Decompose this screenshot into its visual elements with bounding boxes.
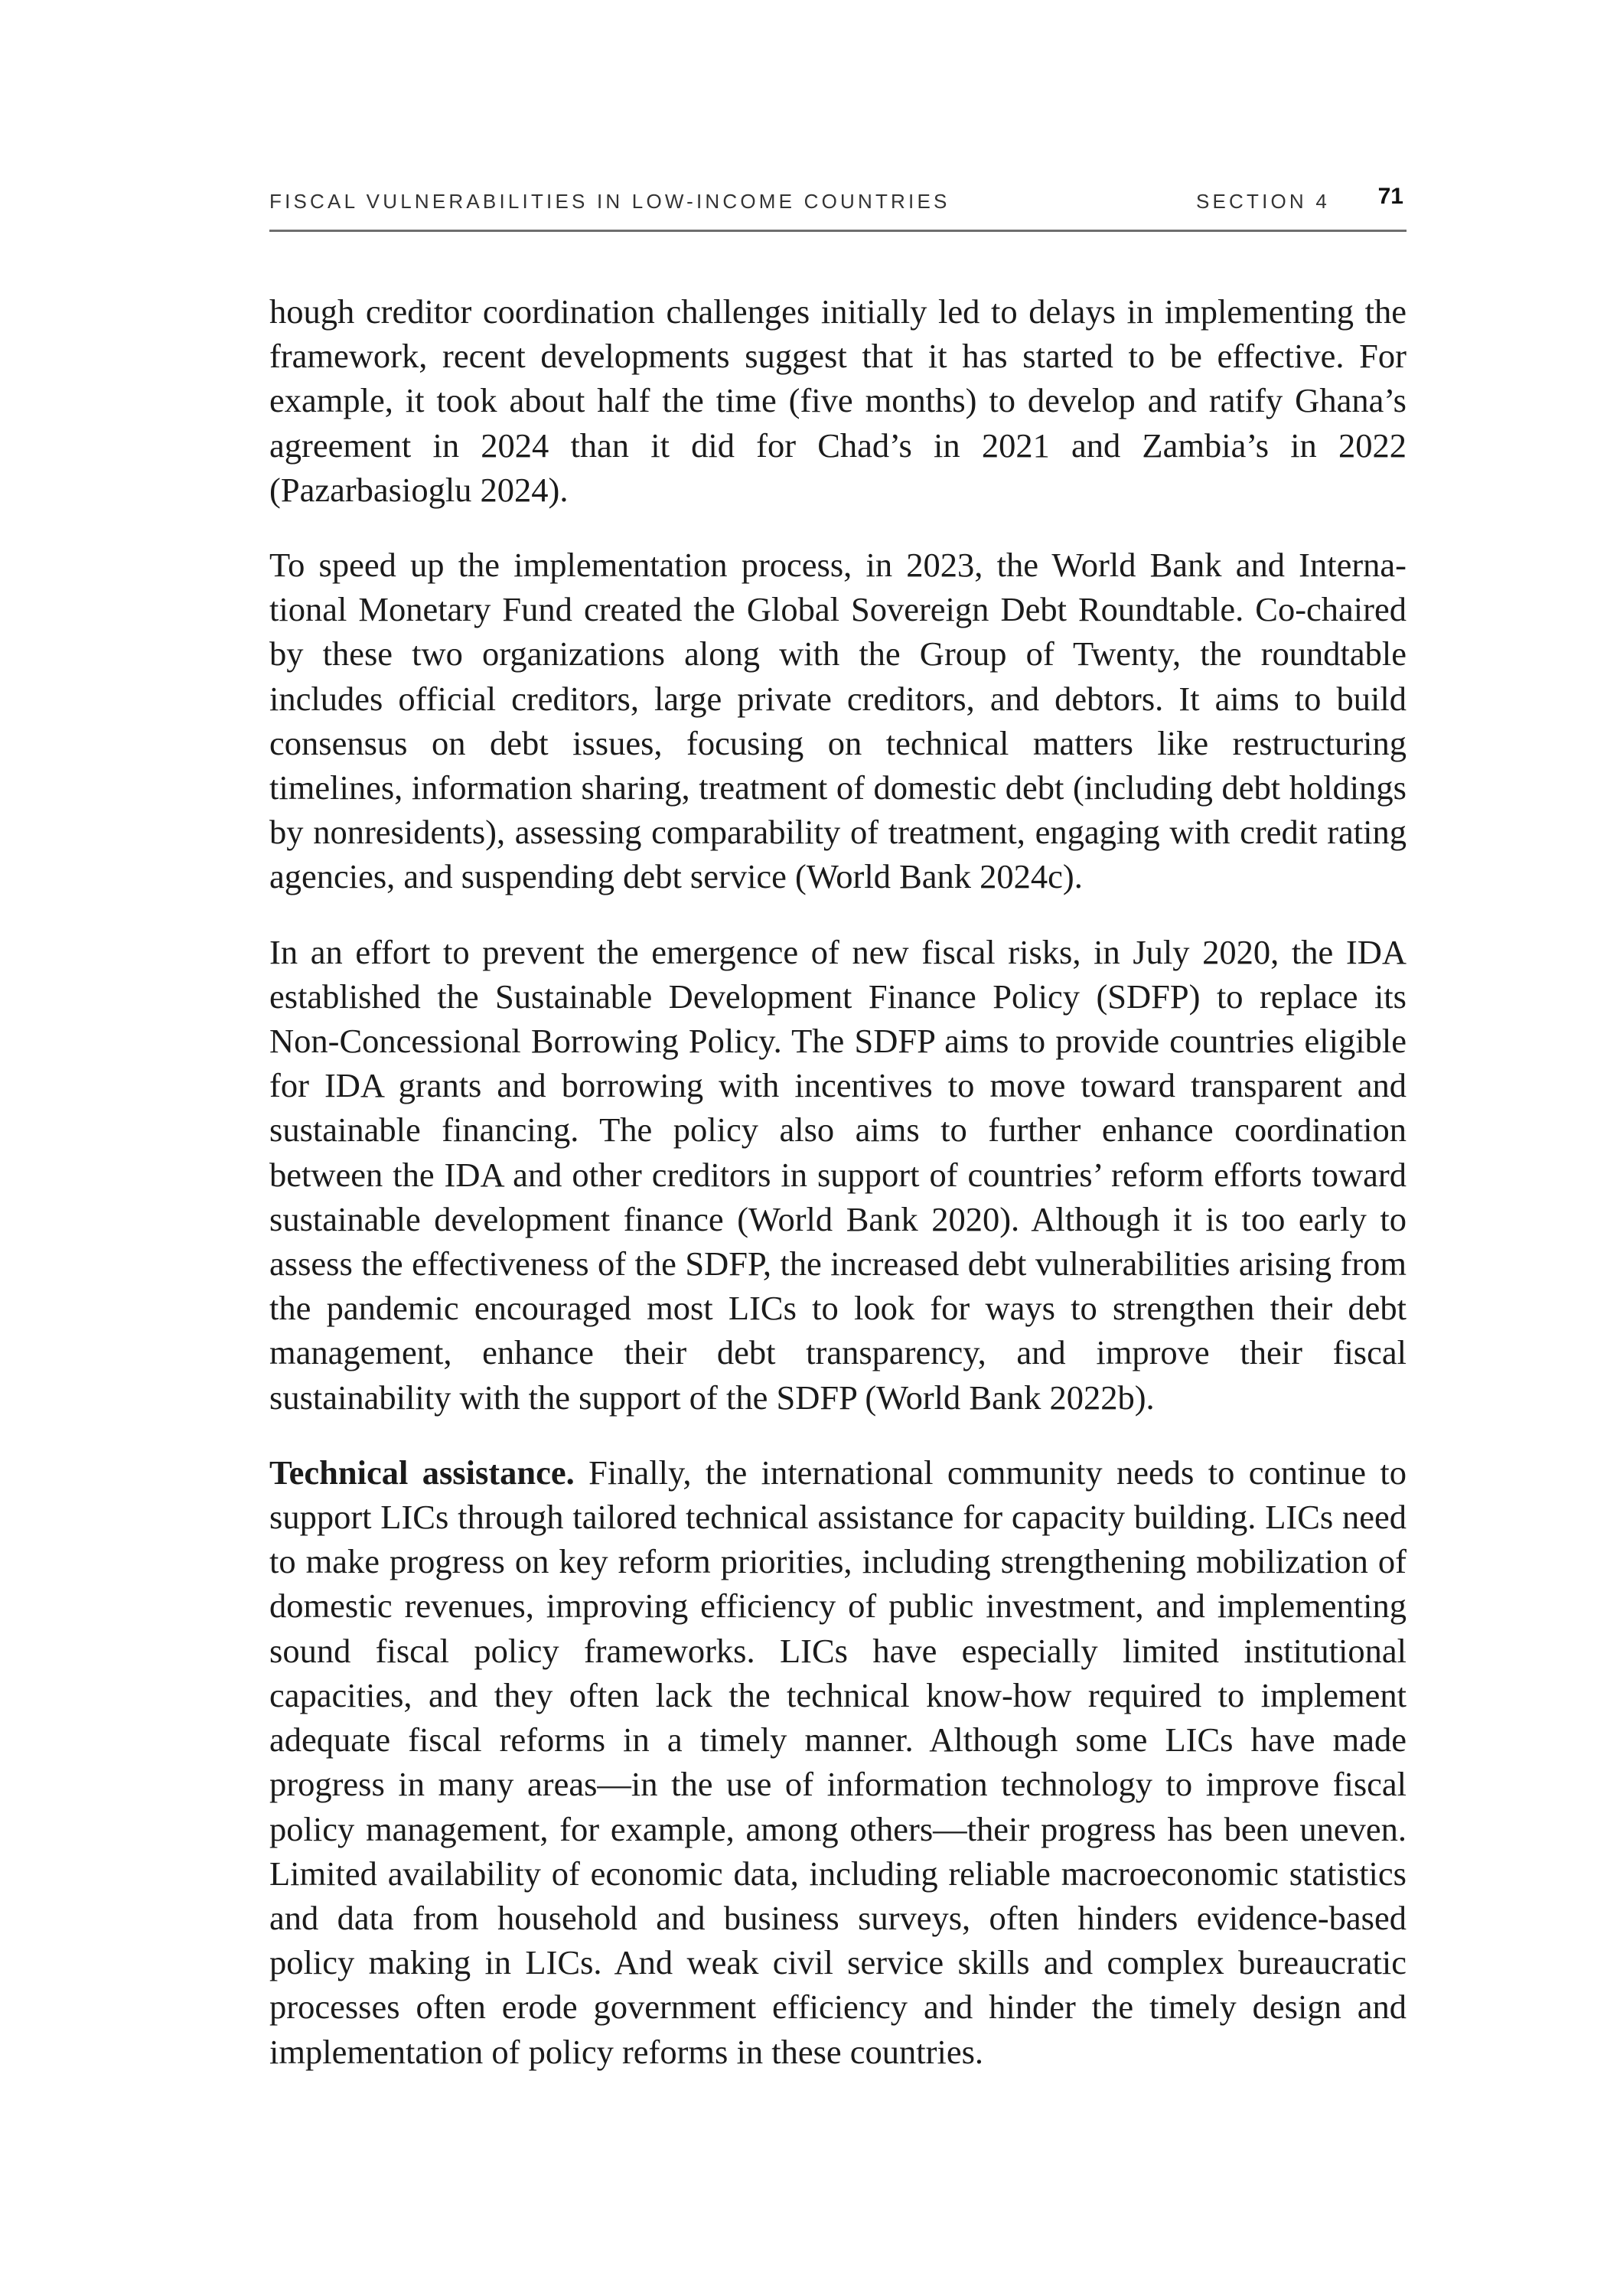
run-in-heading: Technical assistance. <box>269 1453 575 1492</box>
body-text <box>269 289 1407 2105</box>
paragraph: In an effort to prevent the emergence of new fiscal risks, in July 2020, the IDA established the Sustainable Development Finance Policy (SDFP) to replace its Non-Concessional Borrowing Policy. The SDFP aims to provide countries eligible for IDA grants and borrowing with incentives to move toward transparent and sustainable financing. The policy also aims to further enhance coordination between the IDA and other creditors in support of countries’ reform efforts toward sustainable development finance (World Bank 2020). Although it is too early to assess the effectiveness of the SDFP, the increased debt vulnerabilities arising from the pandemic encouraged most LICs to look for ways to strengthen their debt management, enhance their debt transparency, and improve their fiscal sustainability with the support of the SDFP (World Bank 2022b). <box>269 932 1407 1417</box>
paragraph: hough creditor coordination challenges initially led to delays in implementing the framework, recent developments suggest that it has started to be effective. For example, it took about half the time (five months) to develop and ratify Ghana’s agreement in 2024 than it did for Chad’s in 2021 and Zambia’s in 2022 (Pazarbasioglu 2024). <box>269 292 1407 509</box>
paragraph <box>269 1450 1407 2074</box>
running-header <box>269 182 1407 232</box>
page-number: 71 <box>1377 184 1403 209</box>
paragraph-text: Finally, the international community needs to continue to support LICs through tailored technical assistance for capacity building. LICs need to make progress on key reform priorities, including strengthening mobilization of domestic revenues, improving efficiency of public investment, and implementing sound fiscal policy frameworks. LICs have especially limited institutional capacities, and they often lack the technical know-how required to implement adequate fiscal reforms in a timely manner. Although some LICs have made progress in many areas—in the use of information technology to improve fiscal policy management, for example, among others—their progress has been uneven. Limited availability of economic data, including reliable macroeconomic statistics and data from household and business surveys, often hinders evidence-based policy making in LICs. And weak civil service skills and complex bureaucratic processes often erode government efficiency and hinder the timely design and implementation of policy reforms in these countries. <box>269 1453 1407 2071</box>
section-label: SECTION 4 <box>1195 190 1330 213</box>
book-title: FISCAL VULNERABILITIES IN LOW-INCOME COUNTRIES <box>269 190 950 213</box>
paragraph: To speed up the implementation process, in 2023, the World Bank and International Monetary Fund created the Global Sovereign Debt Roundtable. Co-chaired by these two organizations along with the Group of Twenty, the roundtable includes official creditors, large private creditors, and debtors. It aims to build consensus on debt issues, focusing on technical matters like restructuring timelines, information sharing, treatment of domestic debt (including debt holdings by nonresidents), assessing comparability of treatment, engaging with credit rating agencies, and suspending debt service (World Bank 2024c). <box>269 546 1407 896</box>
